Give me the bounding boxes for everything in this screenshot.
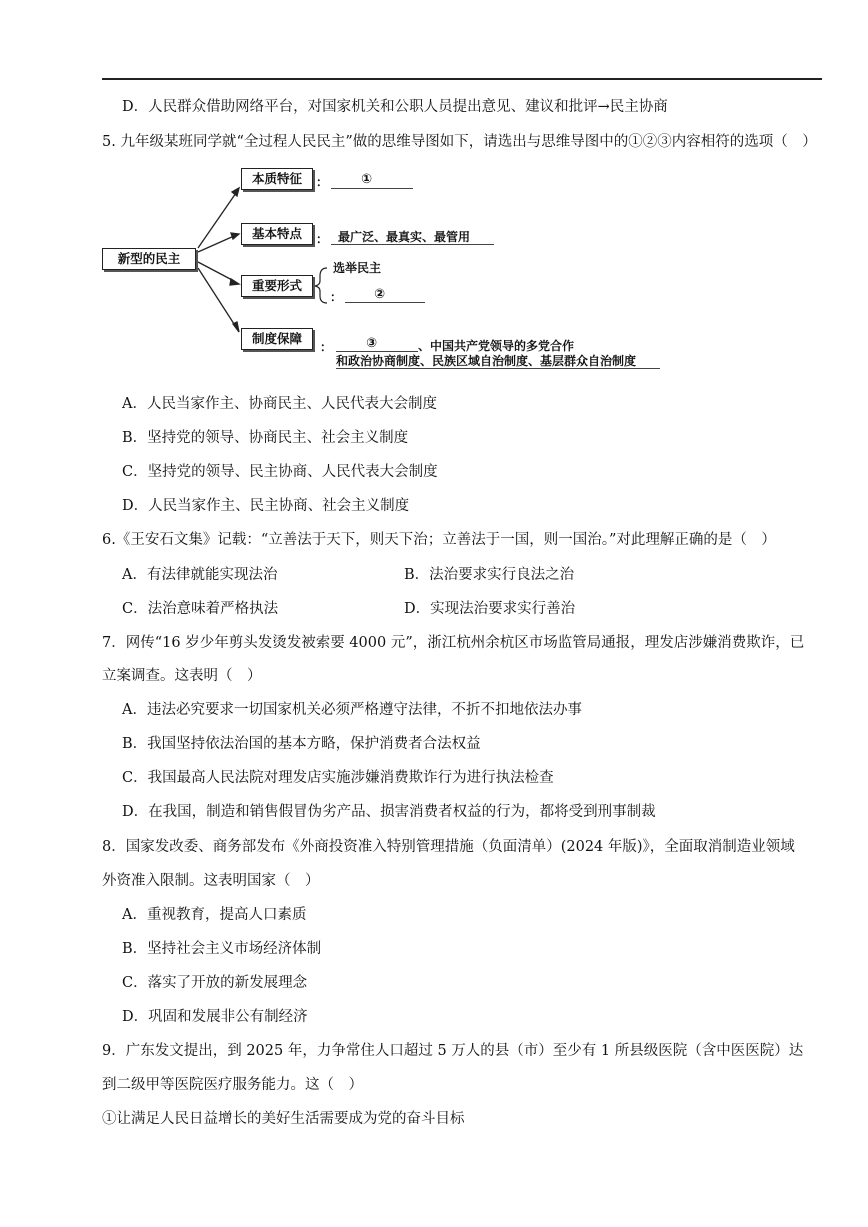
- q8-option-b: B．坚持社会主义市场经济体制: [122, 941, 322, 957]
- q7-stem-line1: 7．网传“16 岁少年剪头发烫发被索要 4000 元”，浙江杭州余杭区市场监管局通报，理发店涉嫌消费欺诈，已: [102, 635, 805, 651]
- q4-option-d: D．人民群众借助网络平台，对国家机关和公职人员提出意见、建议和批评→民主协商: [122, 99, 668, 115]
- q5-option-a: A．人民当家作主、协商民主、人民代表大会制度: [122, 396, 437, 412]
- blank-2-underline: [345, 302, 425, 303]
- colon-4: ：: [320, 340, 333, 354]
- q9-item-1: ①让满足人民日益增长的美好生活需要成为党的奋斗目标: [102, 1111, 465, 1127]
- q8-option-c: C．落实了开放的新发展理念: [122, 975, 308, 991]
- blank-2: ②: [374, 287, 386, 302]
- q8-stem-line2: 外资准入限制。这表明国家（ ）: [102, 873, 320, 889]
- blank-1: ①: [361, 172, 373, 187]
- branch-system-guarantee: 制度保障: [241, 328, 313, 350]
- q8-option-a: A．重视教育，提高人口素质: [122, 907, 307, 923]
- q5-option-c: C．坚持党的领导、民主协商、人民代表大会制度: [122, 464, 438, 480]
- branch-essence: 本质特征: [241, 168, 313, 190]
- blank-3-underline: [336, 351, 418, 352]
- q7-stem-line2: 立案调查。这表明（ ）: [102, 668, 262, 684]
- q6-option-d: D．实现法治要求实行善治: [404, 601, 576, 617]
- colon-3: ：: [330, 290, 343, 304]
- blank-1-underline: [331, 188, 413, 189]
- feature-underline: [331, 244, 494, 245]
- q9-stem-line2: 到二级甲等医院医疗服务能力。这（ ）: [102, 1077, 363, 1093]
- q6-option-a: A．有法律就能实现法治: [122, 567, 278, 583]
- q8-stem-line1: 8．国家发改委、商务部发布《外商投资准入特别管理措施（负面清单）(2024 年版)》，全面取消制造业领域: [102, 839, 795, 855]
- q7-option-b: B．我国坚持依法治国的基本方略，保护消费者合法权益: [122, 736, 481, 752]
- form-text: 选举民主: [333, 261, 382, 275]
- q6-option-b: B．法治要求实行良法之治: [404, 567, 575, 583]
- colon-2: ：: [316, 232, 329, 246]
- system-text-2: 和政治协商制度、民族区域自治制度、基层群众自治制度: [336, 354, 637, 368]
- q7-option-d: D．在我国，制造和销售假冒伪劣产品、损害消费者权益的行为，都将受到刑事制裁: [122, 804, 656, 820]
- blank-3: ③: [366, 336, 378, 351]
- branch-basic-features: 基本特点: [241, 223, 313, 245]
- q5-option-d: D．人民当家作主、民主协商、社会主义制度: [122, 498, 410, 514]
- q6-stem: 6.《王安石文集》记载：“立善法于天下，则天下治；立善法于一国，则一国治。”对此理解正确的是（ ）: [102, 532, 776, 548]
- system-text-1: 、中国共产党领导的多党合作: [418, 339, 575, 353]
- colon-1: ：: [316, 175, 329, 189]
- root-node: 新型的民主: [102, 248, 196, 270]
- branch-important-forms: 重要形式: [241, 275, 313, 297]
- q5-stem: 5. 九年级某班同学就“全过程人民民主”做的思维导图如下，请选出与思维导图中的①②③内容相符的选项（ ）: [102, 134, 817, 150]
- feature-text: 最广泛、最真实、最管用: [338, 230, 471, 244]
- q7-option-c: C．我国最高人民法院对理发店实施涉嫌消费欺诈行为进行执法检查: [122, 770, 554, 786]
- q6-option-c: C．法治意味着严格执法: [122, 601, 279, 617]
- q7-option-a: A．违法必究要求一切国家机关必须严格遵守法律，不折不扣地依法办事: [122, 702, 582, 718]
- q8-option-d: D．巩固和发展非公有制经济: [122, 1009, 308, 1025]
- header-rule: [102, 78, 822, 80]
- q5-option-b: B．坚持党的领导、协商民主、社会主义制度: [122, 430, 409, 446]
- q9-stem-line1: 9．广东发文提出，到 2025 年，力争常住人口超过 5 万人的县（市）至少有 1 所县级医院（含中医医院）达: [102, 1043, 804, 1059]
- system-underline: [336, 368, 660, 369]
